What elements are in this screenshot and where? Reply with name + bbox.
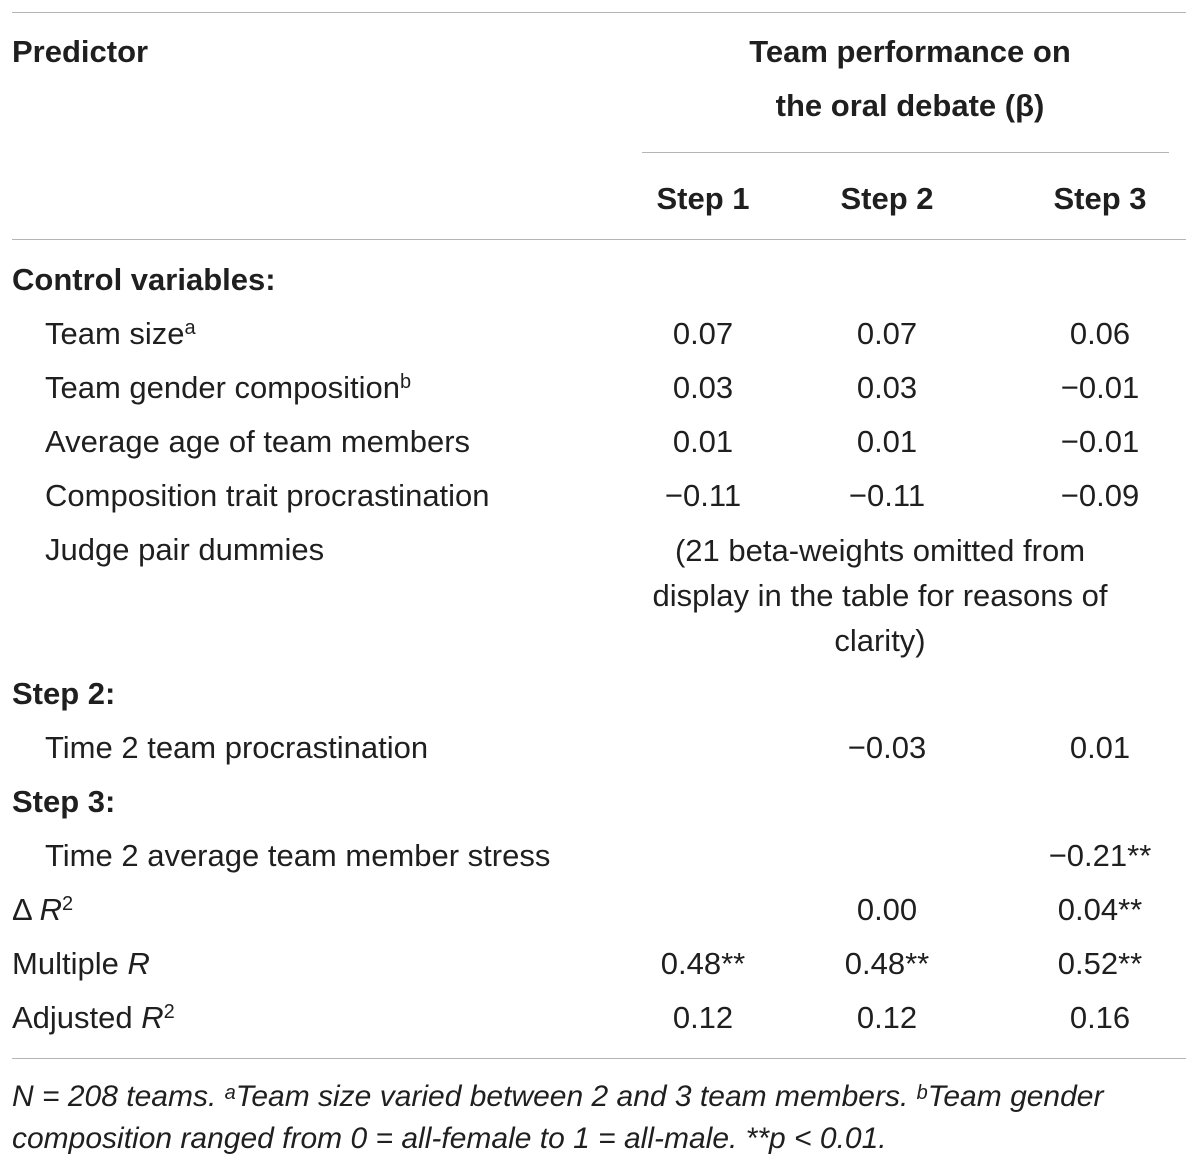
gender-step2: 0.03 [856,370,918,405]
adj-r2-step2: 0.12 [856,1000,918,1035]
row-time2-stress-label: Time 2 average team member stress [45,838,551,873]
table-bottom-rule [12,1058,1186,1059]
adj-r2-step1: 0.12 [672,1000,734,1035]
multiple-r-step3: 0.52** [1057,946,1143,981]
row-composition-label: Composition trait procrastination [45,478,490,513]
section-control-variables: Control variables: [12,262,276,297]
predictor-header: Predictor [12,34,149,69]
step3-header: Step 3 [1053,181,1147,216]
delta-r2-step2: 0.00 [856,892,918,927]
group-header-rule [642,152,1169,153]
team-size-step1: 0.07 [672,316,734,351]
group-header-line1: Team performance on [749,34,1071,69]
row-judge-label: Judge pair dummies [45,532,325,567]
row-gender-label: Team gender composition$^b$ [45,370,412,405]
age-step2: 0.01 [856,424,918,459]
row-delta-r2-label: Δ $R^2$ [12,892,74,927]
row-multiple-r-label: Multiple R [12,946,150,981]
row-age-label: Average age of team members [45,424,471,459]
row-team-size-label: Team size$^a$ [45,316,196,351]
row-time2-proc-label: Time 2 team procrastination [45,730,429,765]
time2-proc-step2: −0.03 [847,730,927,765]
time2-stress-step3: −0.21** [1048,838,1152,873]
gender-step3: −0.01 [1060,370,1140,405]
section-step3: Step 3: [12,784,116,819]
step2-header: Step 2 [840,181,934,216]
composition-step3: −0.09 [1060,478,1140,513]
age-step1: 0.01 [672,424,734,459]
superscript-a: a [184,317,196,339]
team-size-step2: 0.07 [856,316,918,351]
adj-r2-step3: 0.16 [1069,1000,1131,1035]
age-step3: −0.01 [1060,424,1140,459]
section-step2: Step 2: [12,676,116,711]
composition-step2: −0.11 [848,478,926,513]
header-bottom-rule [12,239,1186,240]
top-rule [12,12,1186,13]
composition-step1: −0.11 [664,478,742,513]
judge-omitted-note: (21 beta-weights omitted from display in the table for reasons of clarity) [652,533,1108,658]
group-header-line2: the oral debate (β) [775,88,1045,123]
time2-proc-step3: 0.01 [1069,730,1131,765]
team-size-step3: 0.06 [1069,316,1131,351]
multiple-r-step1: 0.48** [660,946,746,981]
multiple-r-step2: 0.48** [844,946,930,981]
superscript-b: b [399,371,412,393]
delta-r2-step3: 0.04** [1057,892,1143,927]
step1-header: Step 1 [656,181,750,216]
gender-step1: 0.03 [672,370,734,405]
row-adj-r2-label: Adjusted $R^2$ [12,1000,175,1035]
table-footnote: N = 208 teams. $^a$Team size varied between 2 and 3 team members. $^b$Team gender composition ranged from 0 = all-female to 1 = all-male. **p < 0.01. [12,1080,1104,1155]
